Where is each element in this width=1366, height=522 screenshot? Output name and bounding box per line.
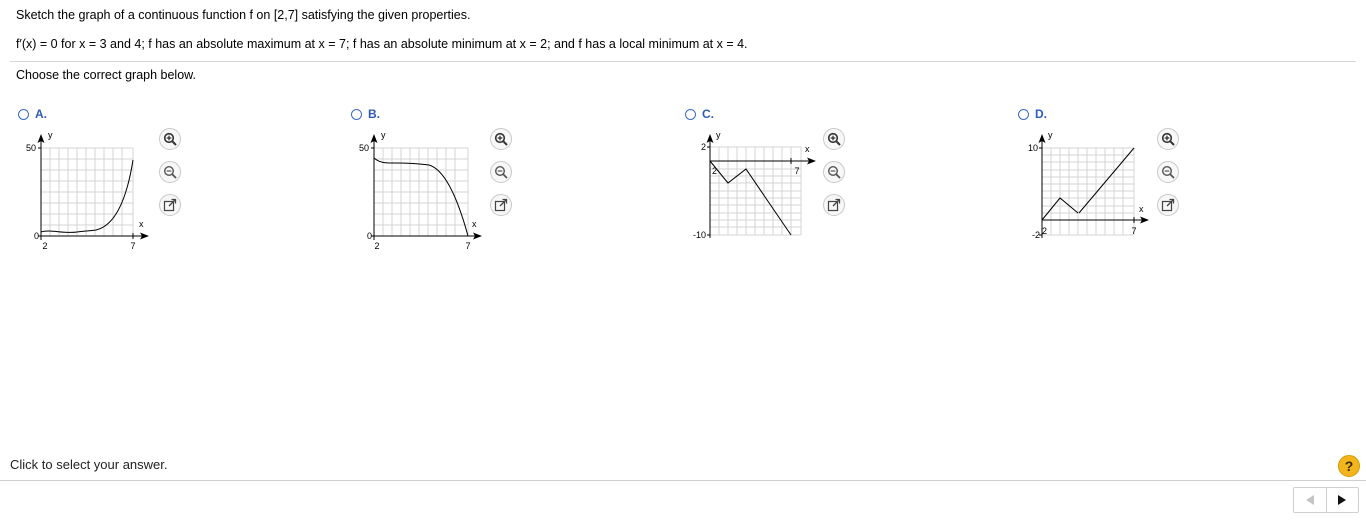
x-tick-right: 7 <box>1131 226 1137 236</box>
popout-icon[interactable] <box>159 194 181 216</box>
radio-c[interactable] <box>685 109 696 120</box>
navigation-buttons <box>1293 487 1359 513</box>
zoom-in-icon[interactable] <box>823 128 845 150</box>
x-tick-right: 7 <box>465 241 471 251</box>
option-b[interactable] <box>351 106 477 251</box>
divider <box>10 61 1356 62</box>
graph-b-tools <box>490 128 514 227</box>
question-line-2: f′(x) = 0 for x = 3 and 4; f has an absolute maximum at x = 7; f has an absolute minimum at x = 2; and f has a local minimum at x = 4. <box>16 37 748 51</box>
popout-icon[interactable] <box>1157 194 1179 216</box>
radio-d[interactable] <box>1018 109 1029 120</box>
y-tick-bottom: -2 <box>1031 230 1040 240</box>
axis-y-label: y <box>381 130 386 140</box>
axis-x-label: x <box>139 219 144 229</box>
next-button[interactable] <box>1327 488 1359 512</box>
x-tick-left: 2 <box>42 241 48 251</box>
y-tick-top: 50 <box>25 143 36 153</box>
zoom-out-icon[interactable] <box>159 161 181 183</box>
zoom-in-icon[interactable] <box>1157 128 1179 150</box>
question-line-1: Sketch the graph of a continuous function f on [2,7] satisfying the given properties. <box>16 8 471 22</box>
triangle-right-icon <box>1337 494 1347 506</box>
axis-y-label: y <box>48 130 53 140</box>
graph-a-tools <box>159 128 183 227</box>
y-tick-top: 10 <box>1027 143 1038 153</box>
option-a[interactable] <box>18 106 144 251</box>
y-tick-bottom: 0 <box>366 231 372 241</box>
axis-x-label: x <box>472 219 477 229</box>
option-d[interactable] <box>1018 106 1144 240</box>
zoom-out-icon[interactable] <box>1157 161 1179 183</box>
axis-x-label: x <box>1139 204 1144 214</box>
axis-x-label: x <box>805 144 810 154</box>
zoom-in-icon[interactable] <box>490 128 512 150</box>
help-button[interactable]: ? <box>1338 455 1360 477</box>
popout-icon[interactable] <box>823 194 845 216</box>
option-b-label: B. <box>368 107 380 121</box>
y-tick-bottom: 0 <box>33 231 39 241</box>
graph-a[interactable] <box>18 128 158 258</box>
x-tick-right: 7 <box>130 241 136 251</box>
x-tick-left: 2 <box>1042 226 1048 236</box>
x-tick-left: 2 <box>712 166 718 176</box>
graph-c[interactable] <box>685 128 825 258</box>
axis-y-label: y <box>716 130 721 140</box>
y-tick-bottom: -10 <box>692 230 706 240</box>
graph-b[interactable] <box>351 128 491 258</box>
y-tick-top: 50 <box>358 143 369 153</box>
x-tick-left: 2 <box>374 241 380 251</box>
zoom-out-icon[interactable] <box>823 161 845 183</box>
graph-c-tools <box>823 128 847 227</box>
option-c[interactable] <box>685 106 810 240</box>
radio-b[interactable] <box>351 109 362 120</box>
y-tick-top: 2 <box>700 142 706 152</box>
question-prompt: Choose the correct graph below. <box>16 68 196 82</box>
status-text: Click to select your answer. <box>10 457 168 472</box>
zoom-out-icon[interactable] <box>490 161 512 183</box>
popout-icon[interactable] <box>490 194 512 216</box>
option-a-label: A. <box>35 107 47 121</box>
previous-button[interactable] <box>1294 488 1327 512</box>
option-d-label: D. <box>1035 107 1047 121</box>
triangle-left-icon <box>1305 494 1315 506</box>
option-c-label: C. <box>702 107 714 121</box>
footer-divider <box>0 480 1366 481</box>
graph-d[interactable] <box>1018 128 1158 258</box>
radio-a[interactable] <box>18 109 29 120</box>
x-tick-right: 7 <box>794 166 800 176</box>
graph-d-tools <box>1157 128 1181 227</box>
axis-y-label: y <box>1048 130 1053 140</box>
zoom-in-icon[interactable] <box>159 128 181 150</box>
